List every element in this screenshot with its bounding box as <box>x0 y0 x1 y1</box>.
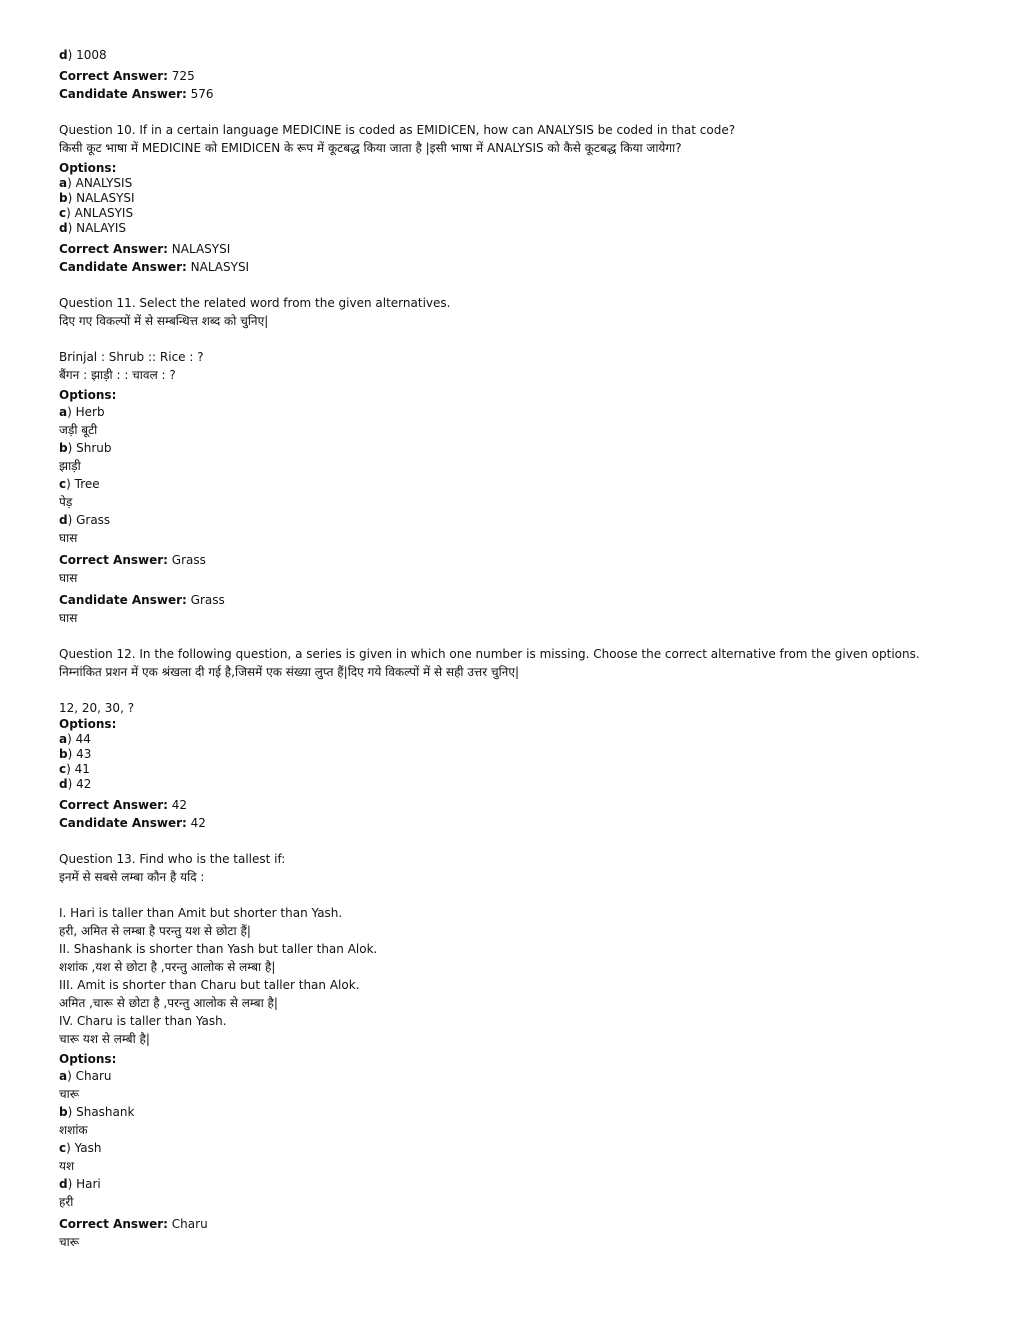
correct-answer-hindi: चारू <box>59 1235 80 1249</box>
candidate-answer: Candidate Answer: Grass <box>59 593 225 607</box>
candidate-answer: Candidate Answer: 576 <box>59 87 214 101</box>
question-title: Question 13. Find who is the tallest if: <box>59 852 286 866</box>
statement-1-hindi: हरी, अमित से लम्बा है परन्तु यश से छोटा हैं| <box>59 924 251 938</box>
statement-1: I. Hari is taller than Amit but shorter than Yash. <box>59 906 343 920</box>
statement-4: IV. Charu is taller than Yash. <box>59 1014 227 1028</box>
option-b: b) 43 <box>59 747 92 761</box>
option-a-hindi: जड़ी बूटी <box>59 423 98 437</box>
document-page <box>59 48 979 1251</box>
statement-2-hindi: शशांक ,यश से छोटा है ,परन्तु आलोक से लम्बा है| <box>59 960 276 974</box>
question-10 <box>59 121 979 276</box>
option-d: d) 1008 <box>59 48 107 62</box>
question-title: Question 10. If in a certain language MEDICINE is coded as EMIDICEN, how can ANALYSIS be coded in that code? <box>59 123 736 137</box>
option-b-hindi: झाड़ी <box>59 459 81 473</box>
correct-answer-hindi: घास <box>59 571 78 585</box>
statement-4-hindi: चारू यश से लम्बी है| <box>59 1032 150 1046</box>
candidate-answer: Candidate Answer: 42 <box>59 816 206 830</box>
question-title-hindi: दिए गए विकल्पों में से सम्बन्धित्त शब्द को चुनिए| <box>59 314 269 328</box>
option-c: c) 41 <box>59 762 90 776</box>
statement-3-hindi: अमित ,चारू से छोटा है ,परन्तु आलोक से लम्बा है| <box>59 996 278 1010</box>
option-c: c) ANLASYIS <box>59 206 134 220</box>
option-c-hindi: पेड़ <box>59 495 73 509</box>
question-title: Question 11. Select the related word from the given alternatives. <box>59 296 451 310</box>
option-a-hindi: चारू <box>59 1087 80 1101</box>
options-label: Options: <box>59 388 117 402</box>
statement-2: II. Shashank is shorter than Yash but taller than Alok. <box>59 942 378 956</box>
correct-answer: Correct Answer: 725 <box>59 69 195 83</box>
question-13 <box>59 850 979 1251</box>
analogy-hindi: बैंगन : झाड़ी : : चावल : ? <box>59 368 176 382</box>
correct-answer: Correct Answer: Charu <box>59 1217 208 1231</box>
analogy: Brinjal : Shrub :: Rice : ? <box>59 350 204 364</box>
statement-3: III. Amit is shorter than Charu but taller than Alok. <box>59 978 360 992</box>
option-a: a) 44 <box>59 732 91 746</box>
option-d: d) 42 <box>59 777 92 791</box>
question-title-hindi: निम्नांकित प्रशन में एक श्रंखला दी गई है,जिसमें एक संख्या लुप्त हैं|दिए गये विकल्पों में से सही उत्तर चुनिए| <box>59 665 520 679</box>
option-d-hindi: हरी <box>59 1195 74 1209</box>
option-a: a) ANALYSIS <box>59 176 133 190</box>
candidate-answer-hindi: घास <box>59 611 78 625</box>
option-c: c) Tree <box>59 477 100 491</box>
options-label: Options: <box>59 717 117 731</box>
options-label: Options: <box>59 1052 117 1066</box>
correct-answer: Correct Answer: Grass <box>59 553 206 567</box>
previous-question-tail <box>59 48 979 103</box>
option-d: d) Grass <box>59 513 111 527</box>
option-a: a) Charu <box>59 1069 112 1083</box>
correct-answer: Correct Answer: 42 <box>59 798 188 812</box>
option-b: b) Shashank <box>59 1105 135 1119</box>
option-d-hindi: घास <box>59 531 78 545</box>
number-series: 12, 20, 30, ? <box>59 701 135 715</box>
option-b: b) Shrub <box>59 441 112 455</box>
option-b-hindi: शशांक <box>59 1123 88 1137</box>
question-11 <box>59 294 979 627</box>
option-d: d) NALAYIS <box>59 221 127 235</box>
option-d: d) Hari <box>59 1177 101 1191</box>
question-title-hindi: इनमें से सबसे लम्बा कौन है यदि : <box>59 870 205 884</box>
option-c-hindi: यश <box>59 1159 75 1173</box>
option-a: a) Herb <box>59 405 105 419</box>
question-title: Question 12. In the following question, a series is given in which one number is missing. Choose the correct alternative from the given options. <box>59 647 920 661</box>
options-label: Options: <box>59 161 117 175</box>
option-b: b) NALASYSI <box>59 191 135 205</box>
question-title-hindi: किसी कूट भाषा में MEDICINE को EMIDICEN के रूप में कूटबद्ध किया जाता है |इसी भाषा में ANALYSIS को कैसे कूटबद्ध किया जायेगा? <box>59 141 682 155</box>
question-12 <box>59 645 979 832</box>
correct-answer: Correct Answer: NALASYSI <box>59 242 231 256</box>
candidate-answer: Candidate Answer: NALASYSI <box>59 260 250 274</box>
option-c: c) Yash <box>59 1141 102 1155</box>
